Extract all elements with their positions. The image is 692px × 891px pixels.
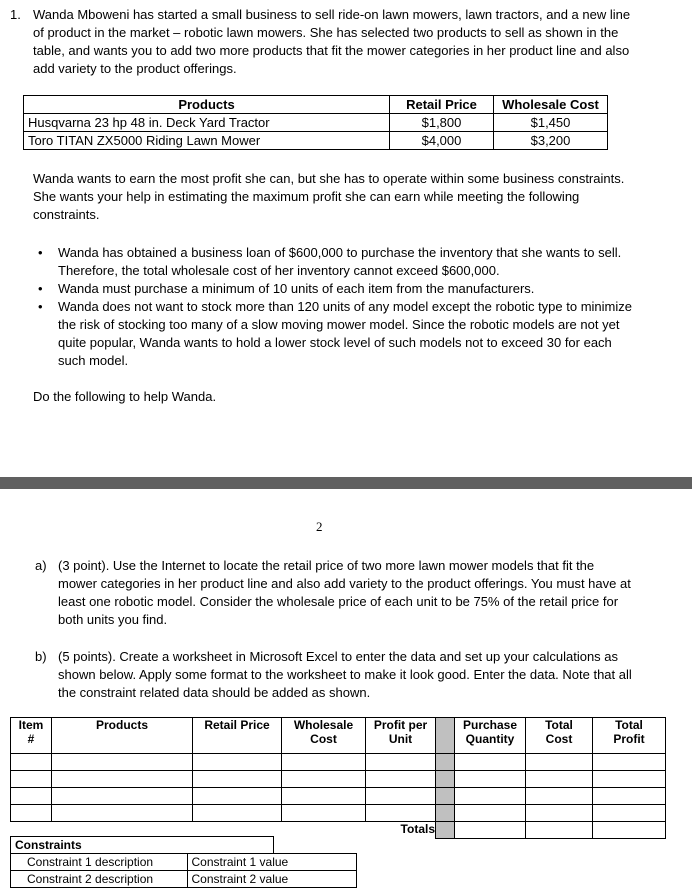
table-row — [11, 805, 666, 822]
part-a-label: a) — [35, 558, 47, 573]
page-divider — [0, 477, 692, 489]
header-purchase-line2: Quantity — [465, 732, 515, 746]
part-a-text: (3 point). Use the Internet to locate the retail price of two more lawn mower models that fit the mower categories in her product line and also add variety to the product offerings. You must have at least one robotic model. Consider the wholesale price of each unit to be 75% of the retail price for both units you find. — [58, 558, 631, 627]
header-products-text: Products — [95, 718, 148, 732]
constraint-description: Constraint 2 description — [11, 871, 188, 888]
header-wholesale-cost — [282, 718, 366, 754]
table-row — [11, 788, 666, 805]
header-profit-per-unit — [366, 718, 436, 754]
header-total-profit — [593, 718, 666, 754]
retail-price: $1,800 — [390, 114, 494, 132]
header-wholesale-cost: Wholesale Cost — [494, 96, 608, 114]
table-row — [24, 132, 608, 150]
header-products: Products — [24, 96, 390, 114]
worksheet-table — [10, 717, 666, 839]
constraints-title-row — [11, 837, 357, 854]
wholesale-cost: $3,200 — [494, 132, 608, 150]
do-following-text: Do the following to help Wanda. — [33, 389, 217, 404]
part-b — [35, 648, 635, 702]
header-products — [52, 718, 193, 754]
header-retail-price — [193, 718, 282, 754]
header-total-cost-line1: Total — [545, 718, 573, 732]
page-number: 2 — [316, 519, 323, 534]
retail-price: $4,000 — [390, 132, 494, 150]
header-total-profit-line2: Profit — [613, 732, 645, 746]
wholesale-cost: $1,450 — [494, 114, 608, 132]
header-profit-line2: Unit — [388, 732, 413, 746]
header-retail-price: Retail Price — [390, 96, 494, 114]
part-b-label: b) — [35, 649, 47, 664]
constraints-table — [10, 836, 357, 888]
header-purchase-quantity — [455, 718, 526, 754]
header-item-line1: Item — [18, 718, 44, 732]
products-header-row — [24, 96, 608, 114]
header-wholesale-line1: Wholesale — [293, 718, 354, 732]
header-total-cost — [526, 718, 593, 754]
list-item: • Wanda must purchase a minimum of 10 units of each item from the manufacturers. — [38, 280, 638, 298]
constraint-value: Constraint 1 value — [187, 854, 356, 871]
header-item-line2: # — [27, 732, 35, 746]
table-row — [11, 871, 357, 888]
constraint-bullets — [38, 244, 638, 370]
question-number: 1. — [10, 7, 21, 22]
totals-label: Totals — [366, 822, 436, 839]
table-row — [11, 754, 666, 771]
part-b-text: (5 points). Create a worksheet in Microsoft Excel to enter the data and set up your calculations as shown below. Apply some format to the worksheet to make it look good. Enter the data. Note that all the constraint related data should be added as shown. — [58, 649, 632, 700]
header-profit-line1: Profit per — [373, 718, 428, 732]
list-item: • Wanda does not want to stock more than 120 units of any model except the robotic type to minimize the risk of stocking too many of a slow moving mower model. Since the robotic models are not yet quite popular, Wanda wants to hold a lower stock level of such models not to exceed 30 for each such model. — [38, 298, 638, 370]
constraints-intro: Wanda wants to earn the most profit she can, but she has to operate within some business constraints. She wants your help in estimating the maximum profit she can earn while meeting the following constraints. — [33, 171, 625, 222]
header-retail-text: Retail Price — [204, 718, 270, 732]
header-purchase-line1: Purchase — [462, 718, 518, 732]
constraints-title: Constraints — [11, 837, 188, 854]
header-total-cost-line2: Cost — [545, 732, 573, 746]
worksheet-header-row — [11, 718, 666, 754]
table-row — [11, 771, 666, 788]
products-table — [23, 95, 608, 150]
constraint-value: Constraint 2 value — [187, 871, 356, 888]
product-name: Husqvarna 23 hp 48 in. Deck Yard Tractor — [24, 114, 390, 132]
product-name: Toro TITAN ZX5000 Riding Lawn Mower — [24, 132, 390, 150]
table-row — [11, 854, 357, 871]
question-intro: Wanda Mboweni has started a small business to sell ride-on lawn mowers, lawn tractors, and a new line of product in the market – robotic lawn mowers. She has selected two products to sell as shown in the table, and wants you to add two more products that fit the mower categories in her product line and also add variety to the product offerings. — [33, 7, 631, 76]
part-a — [35, 557, 635, 629]
header-wholesale-line2: Cost — [310, 732, 337, 746]
header-item — [11, 718, 52, 754]
constraint-description: Constraint 1 description — [11, 854, 188, 871]
header-total-profit-line1: Total — [615, 718, 643, 732]
list-item: • Wanda has obtained a business loan of $600,000 to purchase the inventory that she wants to sell. Therefore, the total wholesale cost of her inventory cannot exceed $600,000. — [38, 244, 638, 280]
table-row — [24, 114, 608, 132]
gray-spacer-column — [436, 718, 455, 754]
